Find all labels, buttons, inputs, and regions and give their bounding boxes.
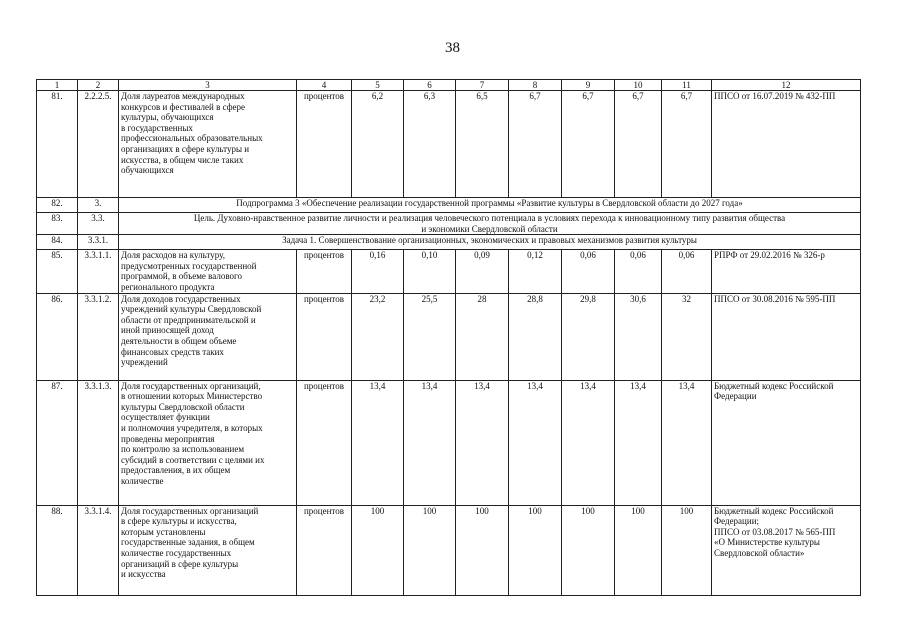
table-row [37, 380, 861, 505]
table-row [37, 250, 861, 293]
row-code: 3.3.1.3. [78, 380, 119, 505]
value-cell: 13,4 [456, 380, 509, 505]
section-title: Задача 1. Совершенствование организационных, экономических и правовых механизмов развития культуры [119, 235, 861, 250]
value-cell: 32 [662, 293, 712, 380]
source-document: ППСО от 30.08.2016 № 595-ПП [712, 293, 861, 380]
row-code: 3.3.1.1. [78, 250, 119, 293]
value-cell: 30,6 [615, 293, 662, 380]
value-cell: 13,4 [615, 380, 662, 505]
source-document: РПРФ от 29.02.2016 № 326-р [712, 250, 861, 293]
indicator-name: Доля лауреатов международных конкурсов и фестивалей в сфере культуры, обучающихся в государственных профессиональных образовательных организациях в сфере культуры и искусства, в общем числе таких обучающихся [119, 91, 297, 198]
table-row [37, 293, 861, 380]
value-cell: 28,8 [509, 293, 562, 380]
value-cell: 100 [662, 505, 712, 595]
column-number: 7 [456, 80, 509, 91]
value-cell: 13,4 [352, 380, 404, 505]
value-cell: 100 [456, 505, 509, 595]
source-document: Бюджетный кодекс Российской Федерации; ППСО от 03.08.2017 № 565-ПП «О Министерстве культуры Свердловской области» [712, 505, 861, 595]
table-row [37, 213, 861, 235]
column-number: 6 [404, 80, 456, 91]
row-number: 81. [37, 91, 78, 198]
column-number: 9 [562, 80, 615, 91]
value-cell: 100 [404, 505, 456, 595]
unit-cell: процентов [297, 91, 352, 198]
value-cell: 6,7 [662, 91, 712, 198]
value-cell: 6,5 [456, 91, 509, 198]
value-cell: 6,7 [562, 91, 615, 198]
column-number: 1 [37, 80, 78, 91]
value-cell: 23,2 [352, 293, 404, 380]
row-number: 84. [37, 235, 78, 250]
table-row [37, 198, 861, 213]
section-title: Цель. Духовно-нравственное развитие личности и реализация человеческого потенциала в условиях перехода к инновационному типу развития общества и экономики Свердловской области [119, 213, 861, 235]
row-number: 83. [37, 213, 78, 235]
indicators-table [36, 79, 861, 596]
row-number: 87. [37, 380, 78, 505]
value-cell: 6,7 [615, 91, 662, 198]
table-row [37, 91, 861, 198]
row-number: 88. [37, 505, 78, 595]
column-number: 5 [352, 80, 404, 91]
value-cell: 13,4 [562, 380, 615, 505]
value-cell: 0,12 [509, 250, 562, 293]
unit-cell: процентов [297, 505, 352, 595]
value-cell: 6,3 [404, 91, 456, 198]
value-cell: 25,5 [404, 293, 456, 380]
value-cell: 13,4 [404, 380, 456, 505]
page-number: 38 [445, 40, 460, 56]
indicator-name: Доля государственных организаций в сфере культуры и искусства, которым установлены государственные задания, в общем количестве государственных организаций в сфере культуры и искусства [119, 505, 297, 595]
value-cell: 100 [615, 505, 662, 595]
source-document: ППСО от 16.07.2019 № 432-ПП [712, 91, 861, 198]
source-document: Бюджетный кодекс Российской Федерации [712, 380, 861, 505]
indicator-name: Доля государственных организаций, в отношении которых Министерство культуры Свердловской области осуществляет функции и полномочия учредителя, в которых проведены мероприятия по контролю за использованием субсидий в соответствии с целями их предоставления, в их общем количестве [119, 380, 297, 505]
value-cell: 0,10 [404, 250, 456, 293]
value-cell: 100 [352, 505, 404, 595]
table-body [37, 80, 861, 596]
table-row [37, 235, 861, 250]
column-number: 11 [662, 80, 712, 91]
row-number: 82. [37, 198, 78, 213]
column-number: 2 [78, 80, 119, 91]
unit-cell: процентов [297, 293, 352, 380]
table-row [37, 505, 861, 595]
value-cell: 13,4 [509, 380, 562, 505]
indicator-name: Доля расходов на культуру, предусмотренных государственной программой, в объеме валового регионального продукта [119, 250, 297, 293]
row-number: 86. [37, 293, 78, 380]
value-cell: 100 [562, 505, 615, 595]
value-cell: 13,4 [662, 380, 712, 505]
row-code: 3.3.1.4. [78, 505, 119, 595]
value-cell: 0,16 [352, 250, 404, 293]
unit-cell: процентов [297, 380, 352, 505]
column-number-row [37, 80, 861, 91]
value-cell: 29,8 [562, 293, 615, 380]
column-number: 4 [297, 80, 352, 91]
row-code: 3.3.1. [78, 235, 119, 250]
column-number: 3 [119, 80, 297, 91]
value-cell: 0,06 [662, 250, 712, 293]
row-code: 3. [78, 198, 119, 213]
value-cell: 0,06 [562, 250, 615, 293]
column-number: 10 [615, 80, 662, 91]
section-title: Подпрограмма 3 «Обеспечение реализации государственной программы «Развитие культуры в Свердловской области до 2027 года» [119, 198, 861, 213]
value-cell: 0,09 [456, 250, 509, 293]
indicator-name: Доля доходов государственных учреждений культуры Свердловской области от предпринимательской и иной приносящей доход деятельности в общем объеме финансовых средств таких учреждений [119, 293, 297, 380]
row-number: 85. [37, 250, 78, 293]
value-cell: 28 [456, 293, 509, 380]
value-cell: 6,7 [509, 91, 562, 198]
row-code: 3.3.1.2. [78, 293, 119, 380]
row-code: 3.3. [78, 213, 119, 235]
column-number: 8 [509, 80, 562, 91]
value-cell: 0,06 [615, 250, 662, 293]
value-cell: 6,2 [352, 91, 404, 198]
unit-cell: процентов [297, 250, 352, 293]
column-number: 12 [712, 80, 861, 91]
row-code: 2.2.2.5. [78, 91, 119, 198]
value-cell: 100 [509, 505, 562, 595]
